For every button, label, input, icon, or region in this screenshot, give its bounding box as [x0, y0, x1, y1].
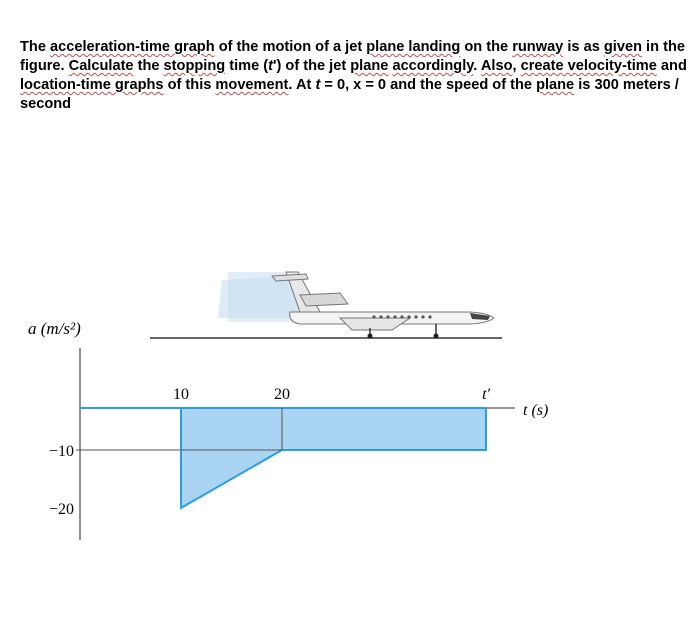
spellcheck-word: plane landing [366, 39, 461, 55]
spellcheck-word: given [603, 39, 642, 55]
acceleration-area [80, 408, 486, 508]
spellcheck-word: movement [215, 77, 289, 93]
x-axis-label: t (s) [523, 402, 549, 419]
chart-area [28, 319, 548, 540]
spellcheck-word: accordingly [392, 58, 474, 74]
variable-t: t [268, 58, 274, 74]
spellcheck-word: location-time graphs [20, 77, 164, 93]
problem-line-2: figure. Calculate the stopping time (t') of the jet plane accordingly. Also, create velocity-time and [20, 58, 687, 74]
spellcheck-word: acceleration-time graph [50, 39, 215, 55]
spellcheck-word: plane [536, 77, 575, 93]
x-tick-label: 20 [274, 386, 290, 403]
y-axis-label: a (m/s²) [28, 319, 81, 338]
problem-line-3: location-time graphs of this movement. At t = 0, x = 0 and the speed of the plane is 300 meters / [20, 77, 679, 93]
spellcheck-word: create velocity-time [520, 58, 657, 74]
problem-line-1: The acceleration-time graph of the motion of a jet plane landing on the runway is as given in the [20, 39, 685, 55]
variable-t: t [315, 77, 321, 93]
spellcheck-word: Calculate [68, 58, 134, 74]
jet-plane-illustration [150, 272, 502, 339]
x-tick-label: 10 [173, 386, 189, 403]
spellcheck-word: plane [350, 58, 389, 74]
spellcheck-word: Also [480, 58, 513, 74]
spellcheck-word: runway [512, 39, 564, 55]
y-tick-label: −10 [48, 443, 74, 460]
x-tick-label: t' [482, 386, 490, 403]
spellcheck-word: stopping [163, 58, 226, 74]
problem-line-4: second [20, 96, 72, 112]
y-tick-label: −20 [48, 501, 74, 518]
